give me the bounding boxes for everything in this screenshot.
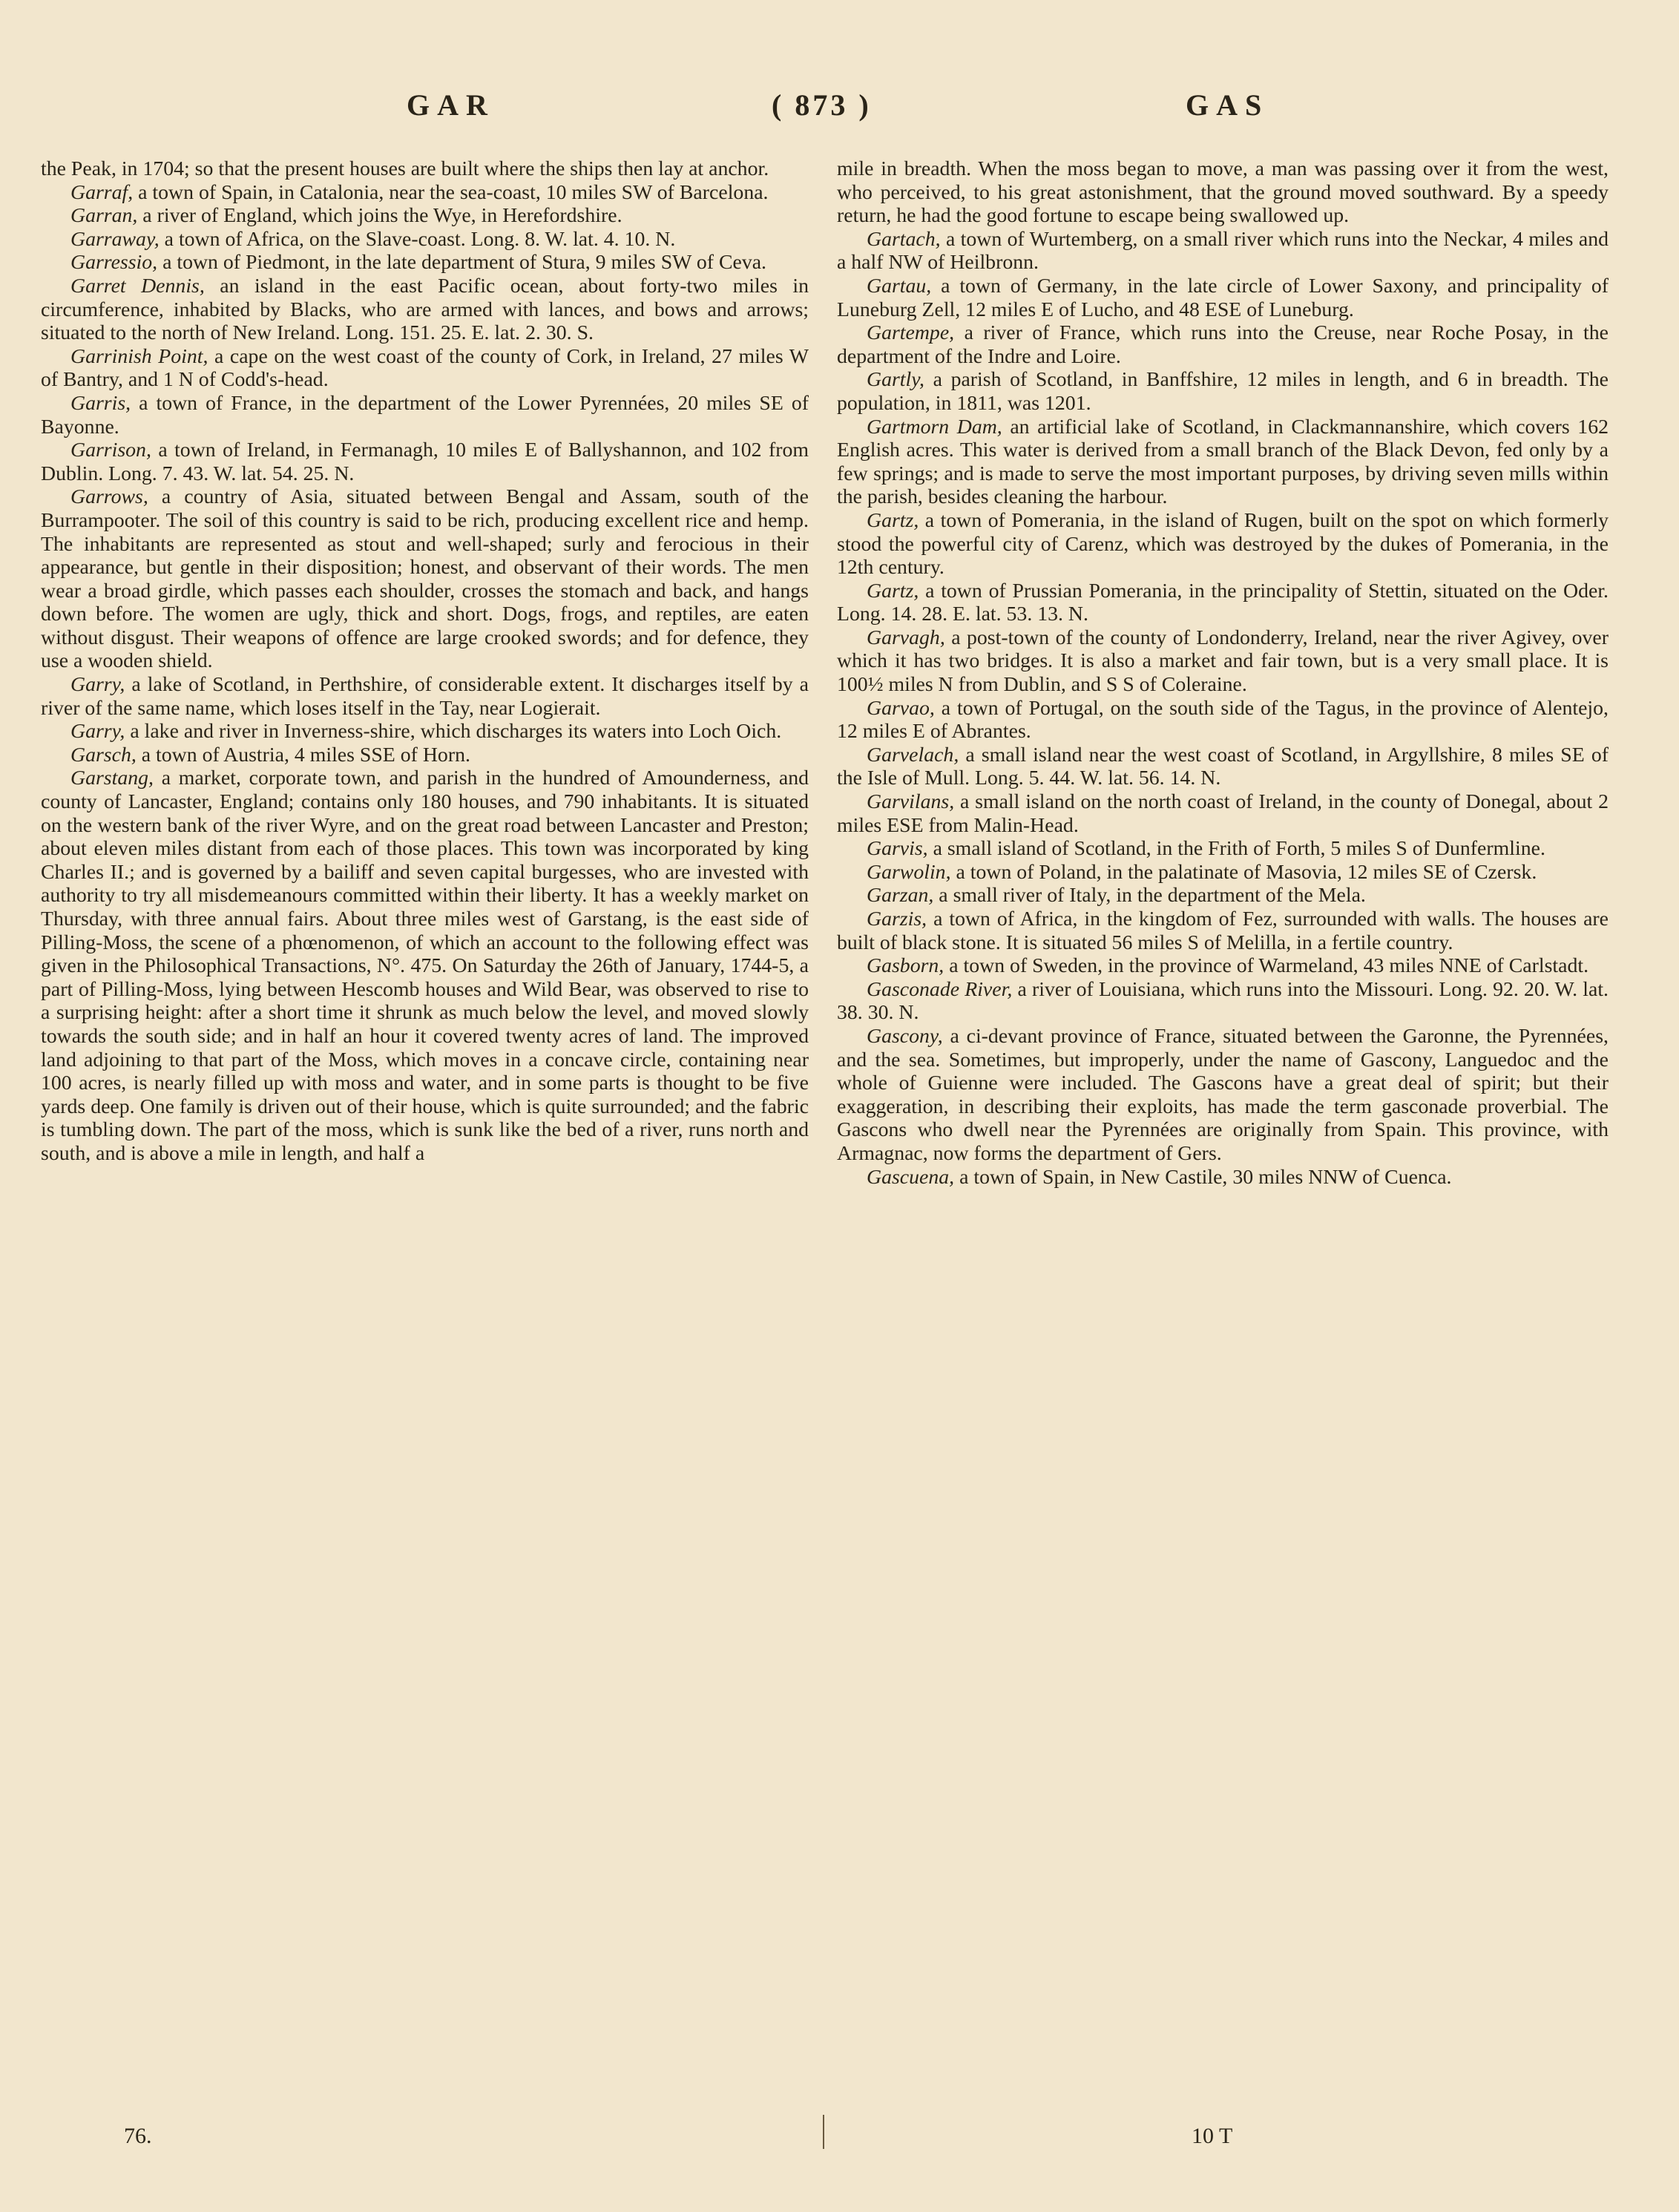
entry-text: a post-town of the county of Londonderry, Ireland, near the river Agivey, over which it has two bridges. It is also a market and fair town, but is a very small place. It is 100½ miles N from Dublin, and S S of Coleraine. — [837, 626, 1609, 697]
column-divider — [823, 2115, 824, 2149]
signature-mark: 10 T — [1192, 2124, 1233, 2148]
page-number: ( 873 ) — [772, 88, 872, 122]
gazetteer-entry — [837, 626, 1609, 697]
entry-headword: Gascuena, — [867, 1165, 955, 1189]
entry-headword: Garvelach, — [867, 743, 959, 767]
entry-headword: Gartz, — [867, 579, 919, 603]
entry-text: the Peak, in 1704; so that the present houses are built where the ships then lay at anchor. — [41, 157, 769, 180]
entry-text: an island in the east Pacific ocean, about forty-two miles in circumference, inhabited by Blacks, who are armed with lances, and bows and arrows; situated to the north of New Ireland. Long. 151. 25. E. lat. 2. 30. S. — [41, 274, 809, 345]
entry-headword: Gartz, — [867, 508, 919, 532]
gazetteer-entry — [41, 744, 809, 767]
gazetteer-entry — [41, 228, 809, 252]
entry-text: a small island near the west coast of Scotland, in Argyllshire, 8 miles SE of the Isle of Mull. Long. 5. 44. W. lat. 56. 14. N. — [837, 743, 1609, 790]
entry-text: a town of Pomerania, in the island of Rugen, built on the spot on which formerly stood the powerful city of Carenz, which was destroyed by the dukes of Pomerania, in the 12th century. — [837, 508, 1609, 580]
entry-headword: Gartmorn Dam, — [867, 415, 1002, 439]
gazetteer-entry — [837, 790, 1609, 837]
gazetteer-entry — [837, 697, 1609, 744]
right-column — [837, 157, 1609, 2153]
gazetteer-entry — [837, 978, 1609, 1025]
entry-headword: Gartau, — [867, 274, 932, 298]
entry-text: a town of Piedmont, in the late department of Stura, 9 miles SW of Ceva. — [157, 251, 767, 275]
header-right-guideword: GAS — [1186, 88, 1269, 122]
entry-text: a town of Africa, on the Slave-coast. Long. 8. W. lat. 4. 10. N. — [159, 227, 676, 251]
entry-headword: Gascony, — [867, 1024, 943, 1048]
gazetteer-entry — [41, 720, 809, 744]
running-header — [0, 88, 1679, 132]
entry-headword: Garsch, — [70, 743, 137, 767]
entry-headword: Garry, — [70, 720, 125, 744]
gazetteer-entry — [837, 1025, 1609, 1166]
gazetteer-entry — [837, 157, 1609, 228]
entry-headword: Garressio, — [70, 251, 158, 275]
entry-text: a ci-devant province of France, situated between the Garonne, the Pyrennées, and the sea. Sometimes, but improperly, under the name of Gascony, Languedoc and the whole of Guienne were included. The Gascons have a great deal of spirit; but their exaggeration, in describing their exploits, has made the term gasconade proverbial. The Gascons who dwell near the Pyrennées are originally from Spain. This province, with Armagnac, now forms the department of Gers. — [837, 1024, 1609, 1165]
gazetteer-entry — [41, 673, 809, 720]
gazetteer-entry — [837, 580, 1609, 626]
entry-text: a town of Spain, in Catalonia, near the sea-coast, 10 miles SW of Barcelona. — [133, 180, 769, 204]
gazetteer-entry — [41, 485, 809, 673]
entry-headword: Gasconade River, — [867, 977, 1013, 1001]
gazetteer-entry — [41, 157, 809, 181]
gazetteer-entry — [837, 1166, 1609, 1189]
entry-text: a country of Asia, situated between Bengal and Assam, south of the Burrampooter. The soil of this country is said to be rich, producing excellent rice and hemp. The inhabitants are represented as stout and well-shaped; surly and ferocious in their appearance, but gentle in their disposition; honest, and observant of their words. The men wear a broad girdle, which passes each shoulder, crosses the stomach and back, and hangs down before. The women are ugly, thick and short. Dogs, frogs, and reptiles, are eaten without disgust. Their weapons of offence are large crooked swords; and for defence, they use a wooden shield. — [41, 485, 809, 673]
gazetteer-entry — [837, 509, 1609, 580]
entry-headword: Garret Dennis, — [70, 274, 205, 298]
entry-headword: Garrison, — [70, 439, 151, 462]
entry-text: a town of Portugal, on the south side of the Tagus, in the province of Alentejo, 12 miles E of Abrantes. — [837, 696, 1609, 744]
entry-headword: Garry, — [70, 673, 125, 697]
gazetteer-entry — [41, 204, 809, 228]
gazetteer-entry — [837, 884, 1609, 908]
entry-headword: Gasborn, — [867, 954, 944, 978]
entry-headword: Garvagh, — [867, 626, 945, 649]
entry-text: a parish of Scotland, in Banffshire, 12 miles in length, and 6 in breadth. The population, in 1811, was 1201. — [837, 368, 1609, 415]
entry-text: a small island on the north coast of Ireland, in the county of Donegal, about 2 miles ESE from Malin-Head. — [837, 790, 1609, 837]
entry-headword: Garwolin, — [867, 860, 951, 884]
gazetteer-entry — [41, 181, 809, 205]
entry-headword: Garzis, — [867, 908, 927, 931]
entry-headword: Gartly, — [867, 368, 924, 392]
gazetteer-entry — [837, 416, 1609, 509]
gazetteer-entry — [41, 392, 809, 439]
entry-headword: Garrows, — [70, 485, 148, 509]
entry-text: a town of Austria, 4 miles SSE of Horn. — [136, 743, 470, 767]
catchword-signature: 76. — [124, 2124, 152, 2148]
entry-headword: Garzan, — [867, 884, 934, 908]
entry-headword: Garraway, — [70, 227, 160, 251]
entry-text: a town of Germany, in the late circle of Lower Saxony, and principality of Luneburg Zell, 12 miles E of Lucho, and 48 ESE of Luneburg. — [837, 274, 1609, 321]
gazetteer-entry — [837, 321, 1609, 368]
gazetteer-entry — [837, 228, 1609, 275]
gazetteer-entry — [837, 744, 1609, 790]
entry-headword: Garraf, — [70, 180, 134, 204]
gazetteer-entry — [837, 861, 1609, 885]
entry-text: mile in breadth. When the moss began to move, a man was passing over it from the west, who perceived, to his great astonishment, that the ground moved southward. By a speedy return, he had the good fortune to escape being swallowed up. — [837, 157, 1609, 228]
entry-text: a town of France, in the department of the Lower Pyrennées, 20 miles SE of Bayonne. — [41, 391, 809, 439]
entry-headword: Garvilans, — [867, 790, 955, 814]
entry-text: an artificial lake of Scotland, in Clackmannanshire, which covers 162 English acres. This water is derived from a small branch of the Black Devon, fed only by a few springs; and is made to serve the most important purposes, by driving seven mills within the parish, besides cleaning the harbour. — [837, 415, 1609, 509]
gazetteer-entry — [837, 275, 1609, 321]
entry-text: a market, corporate town, and parish in the hundred of Amounderness, and county of Lancaster, England; contains only 180 houses, and 790 inhabitants. It is situated on the western bank of the river Wyre, and on the great road between Lancaster and Preston; about eleven miles distant from each of those places. This town was incorporated by king Charles II.; and is governed by a bailiff and seven capital burgesses, who are invested with authority to try all misdemeanours committed within their liberty. It has a weekly market on Thursday, with three annual fairs. About three miles west of Garstang, is the east side of Pilling-Moss, the scene of a phœnomenon, of which an account to the following effect was given in the Philosophical Transactions, N°. 475. On Saturday the 26th of January, 1744-5, a part of Pilling-Moss, lying between Hescomb houses and Wild Bear, was observed to rise to a surprising height: after a short time it shrunk as much below the level, and moved slowly towards the south side; and in half an hour it covered twenty acres of land. The improved land adjoining to that part of the Moss, which moves in a concave circle, containing near 100 acres, is nearly filled up with moss and water, and in some parts is thought to be five yards deep. One family is driven out of their house, which is quite surrounded; and the fabric is tumbling down. The part of the moss, which is sunk like the bed of a river, runs north and south, and is above a mile in length, and half a — [41, 767, 809, 1165]
header-left-guideword: GAR — [407, 88, 495, 122]
gazetteer-entry — [41, 439, 809, 485]
entry-headword: Gartach, — [867, 227, 941, 251]
entry-headword: Garris, — [70, 391, 131, 415]
gazetteer-entry — [837, 837, 1609, 861]
left-column — [41, 157, 809, 2153]
entry-text: a small river of Italy, in the department of the Mela. — [933, 884, 1366, 908]
gazetteer-entry — [837, 954, 1609, 978]
entry-headword: Garran, — [70, 204, 138, 228]
entry-text: a town of Africa, in the kingdom of Fez, surrounded with walls. The houses are built of black stone. It is situated 56 miles S of Melilla, in a fertile country. — [837, 908, 1609, 954]
entry-headword: Garvao, — [867, 696, 935, 720]
entry-text: a town of Spain, in New Castile, 30 miles NNW of Cuenca. — [954, 1165, 1452, 1189]
entry-headword: Garstang, — [70, 767, 154, 790]
entry-text: a river of France, which runs into the Creuse, near Roche Posay, in the department of the Indre and Loire. — [837, 321, 1609, 368]
entry-text: a river of Louisiana, which runs into the Missouri. Long. 92. 20. W. lat. 38. 30. N. — [837, 977, 1609, 1025]
entry-headword: Gartempe, — [867, 321, 955, 345]
entry-text: a cape on the west coast of the county of Cork, in Ireland, 27 miles W of Bantry, and 1 N of Codd's-head. — [41, 344, 809, 392]
gazetteer-entry — [837, 368, 1609, 415]
gazetteer-entry — [41, 767, 809, 1165]
gazetteer-entry — [41, 275, 809, 345]
entry-text: a town of Wurtemberg, on a small river which runs into the Neckar, 4 miles and a half NW of Heilbronn. — [837, 227, 1609, 275]
entry-text: a town of Ireland, in Fermanagh, 10 miles E of Ballyshannon, and 102 from Dublin. Long. 7. 43. W. lat. 54. 25. N. — [41, 439, 809, 485]
entry-text: a town of Sweden, in the province of Warmeland, 43 miles NNE of Carlstadt. — [944, 954, 1589, 978]
entry-headword: Garvis, — [867, 837, 928, 861]
gazetteer-entry — [41, 345, 809, 392]
gazetteer-entry — [837, 908, 1609, 954]
entry-text: a small island of Scotland, in the Frith of Forth, 5 miles S of Dunfermline. — [927, 837, 1545, 861]
gazetteer-entry — [41, 251, 809, 275]
entry-text: a river of England, which joins the Wye, in Herefordshire. — [137, 204, 622, 228]
entry-text: a town of Prussian Pomerania, in the principality of Stettin, situated on the Oder. Long. 14. 28. E. lat. 53. 13. N. — [837, 579, 1609, 626]
entry-text: a town of Poland, in the palatinate of Masovia, 12 miles SE of Czersk. — [950, 860, 1537, 884]
entry-text: a lake of Scotland, in Perthshire, of considerable extent. It discharges itself by a river of the same name, which loses itself in the Tay, near Logierait. — [41, 673, 809, 720]
entry-text: a lake and river in Inverness-shire, which discharges its waters into Loch Oich. — [125, 720, 782, 744]
entry-headword: Garrinish Point, — [70, 344, 208, 368]
